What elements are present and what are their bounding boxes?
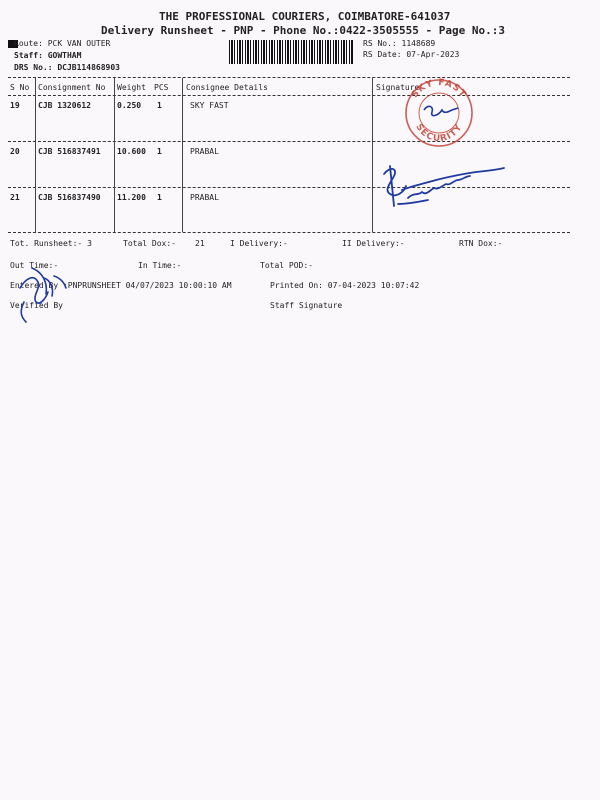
route-text: Route: PCK VAN OUTER [14, 39, 111, 48]
tot-runsheet: Tot. Runsheet:- 3 [10, 239, 92, 248]
ii-delivery: II Delivery:- [342, 239, 405, 248]
drs-number: DRS No.: DCJB114868903 [14, 63, 120, 72]
col-divider [372, 78, 373, 232]
barcode [229, 40, 354, 64]
row-consignment: CJB 516837490 [38, 193, 101, 202]
row-sno: 21 [10, 193, 20, 202]
rs-number: RS No.: 1148689 [363, 39, 436, 48]
table-top-rule [8, 77, 570, 78]
in-time: In Time:- [138, 261, 182, 270]
stamp-bottom-text: SECURITY [413, 122, 465, 145]
i-delivery: I Delivery:- [230, 239, 288, 248]
header-bottom-rule [8, 95, 570, 96]
staff-text: Staff: GOWTHAM [14, 51, 82, 60]
row-pcs: 1 [157, 193, 162, 202]
row-pcs: 1 [157, 147, 162, 156]
col-divider [114, 78, 115, 232]
runsheet-subtitle: Delivery Runsheet - PNP - Phone No.:0422-3505555 - Page No.:3 [101, 24, 505, 37]
row-consignee: PRABAL [190, 193, 219, 202]
row-consignment: CJB 516837491 [38, 147, 101, 156]
handwritten-signature [378, 160, 508, 210]
entered-by: Entered By :PNPRUNSHEET 04/07/2023 10:00:10 AM [10, 281, 232, 290]
table-bottom-rule [8, 232, 570, 233]
verifier-signature [14, 258, 74, 328]
col-divider [182, 78, 183, 232]
col-header-sno: S No [10, 83, 30, 92]
col-header-consignee: Consignee Details [186, 83, 268, 92]
svg-text:SKY FAST [410, 78, 468, 100]
row-sno: 20 [10, 147, 20, 156]
col-header-signature: Signature [376, 83, 420, 92]
company-title: THE PROFESSIONAL COURIERS, COIMBATORE-641037 [159, 10, 451, 23]
row-weight: 0.250 [117, 101, 142, 110]
total-dox-label: Total Dox:- [123, 239, 176, 248]
printed-on: Printed On: 07-04-2023 10:07:42 [270, 281, 420, 290]
row-rule [8, 141, 570, 142]
security-stamp [402, 76, 476, 146]
row-weight: 11.200 [117, 193, 146, 202]
stamp-top-text: SKY FAST [410, 77, 468, 100]
col-header-pcs: PCS [154, 83, 169, 92]
rs-date: RS Date: 07-Apr-2023 [363, 50, 460, 59]
row-consignment: CJB 1320612 [38, 101, 91, 110]
staff-signature: Staff Signature [270, 301, 343, 310]
col-header-consignment: Consignment No [38, 83, 106, 92]
total-pod: Total POD:- [260, 261, 313, 270]
col-header-weight: Weight [117, 83, 146, 92]
rtn-dox: RTN Dox:- [459, 239, 503, 248]
row-sno: 19 [10, 101, 20, 110]
row-pcs: 1 [157, 101, 162, 110]
verified-by: Verified By [10, 301, 63, 310]
row-consignee: PRABAL [190, 147, 219, 156]
col-divider [35, 78, 36, 232]
out-time: Out Time:- [10, 261, 59, 270]
row-consignee: SKY FAST [190, 101, 229, 110]
row-weight: 10.600 [117, 147, 146, 156]
total-dox-value: 21 [195, 239, 205, 248]
